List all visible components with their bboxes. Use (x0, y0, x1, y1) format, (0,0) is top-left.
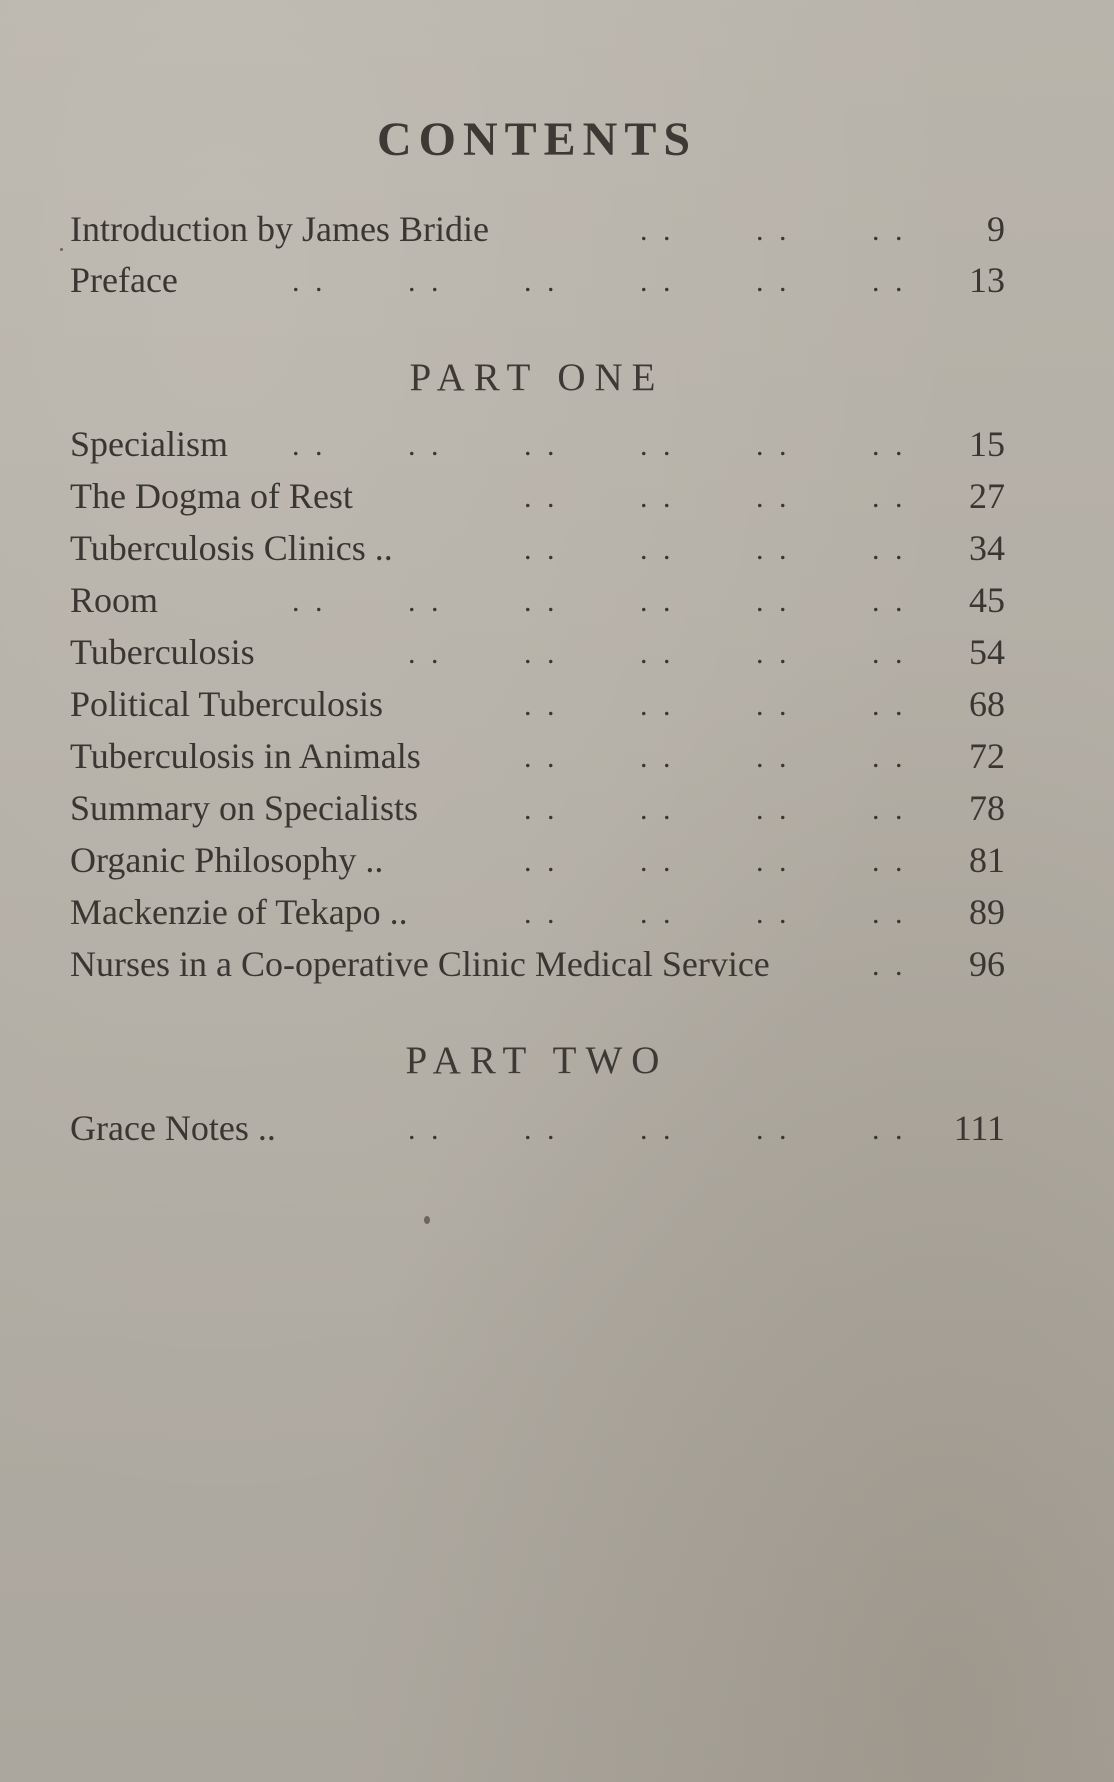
paper-speck (60, 248, 63, 251)
entry-page-number: 9 (987, 209, 1005, 249)
entry-title: Introduction by James Bridie (70, 209, 489, 249)
dot-leader: . . . . . . . . (524, 897, 907, 930)
dot-leader: . . . . . . . . . . . . (292, 429, 907, 462)
entry-title: Tuberculosis in Animals (70, 736, 421, 776)
entry-page-number: 13 (969, 260, 1005, 300)
entry-title: Room (70, 580, 159, 620)
entry-page-number: 111 (953, 1108, 1005, 1148)
entry-page-number: 27 (969, 476, 1005, 516)
entry-page-number: 78 (969, 788, 1005, 828)
entry-page-number: 54 (969, 632, 1005, 672)
toc-entry-introduction[interactable] (70, 203, 1005, 255)
dot-leader: . . . . . . (640, 214, 907, 247)
toc-entry-preface[interactable] (70, 254, 1005, 306)
dot-leader: . . . . . . . . . . (408, 1113, 907, 1146)
entry-page-number: 81 (969, 840, 1005, 880)
entry-title: Grace Notes .. (70, 1108, 276, 1148)
dot-leader: . . . . . . . . (524, 845, 907, 878)
entry-page-number: 89 (969, 892, 1005, 932)
toc-entry-room[interactable] (70, 574, 1005, 626)
entry-title: Nurses in a Co-operative Clinic Medical Service (70, 944, 770, 984)
dot-leader: . . . . . . . . . . . . (292, 265, 907, 298)
entry-page-number: 72 (969, 736, 1005, 776)
toc-entry-nurses-cooperative-clinic[interactable] (70, 938, 1005, 990)
entry-title: The Dogma of Rest (70, 476, 353, 516)
dot-leader: . . . . . . . . (524, 689, 907, 722)
entry-page-number: 96 (969, 944, 1005, 984)
toc-entry-mackenzie-of-tekapo[interactable] (70, 886, 1005, 938)
dot-leader: . . (872, 949, 907, 982)
dot-leader: . . . . . . . . (524, 741, 907, 774)
dot-leader: . . . . . . . . . . (408, 637, 907, 670)
toc-entry-tuberculosis-in-animals[interactable] (70, 730, 1005, 782)
toc-entry-grace-notes[interactable] (70, 1102, 1005, 1154)
entry-title: Political Tuberculosis (70, 684, 384, 724)
toc-entry-dogma-of-rest[interactable] (70, 470, 1005, 522)
toc-entry-tuberculosis-clinics[interactable] (70, 522, 1005, 574)
part-one-heading: PART ONE (409, 356, 665, 399)
toc-entry-specialism[interactable] (70, 418, 1005, 470)
entry-title: Mackenzie of Tekapo .. (70, 892, 408, 932)
entry-title: Tuberculosis (70, 632, 255, 672)
entry-title: Specialism (70, 424, 228, 464)
toc-entry-organic-philosophy[interactable] (70, 834, 1005, 886)
toc-entry-summary-on-specialists[interactable] (70, 782, 1005, 834)
entry-page-number: 15 (969, 424, 1005, 464)
entry-title: Tuberculosis Clinics .. (70, 528, 393, 568)
entry-title: Preface (70, 260, 178, 300)
entry-title: Summary on Specialists (70, 788, 418, 828)
entry-page-number: 68 (969, 684, 1005, 724)
dot-leader: . . . . . . . . (524, 533, 907, 566)
paper-speck (424, 1216, 430, 1224)
part-two-heading: PART TWO (405, 1039, 669, 1082)
page-title: CONTENTS (376, 113, 698, 166)
entry-page-number: 45 (969, 580, 1005, 620)
dot-leader: . . . . . . . . (524, 793, 907, 826)
toc-entry-tuberculosis[interactable] (70, 626, 1005, 678)
entry-page-number: 34 (969, 528, 1005, 568)
toc-entry-political-tuberculosis[interactable] (70, 678, 1005, 730)
dot-leader: . . . . . . . . (524, 481, 907, 514)
dot-leader: . . . . . . . . . . . . (292, 585, 907, 618)
entry-title: Organic Philosophy .. (70, 840, 384, 880)
